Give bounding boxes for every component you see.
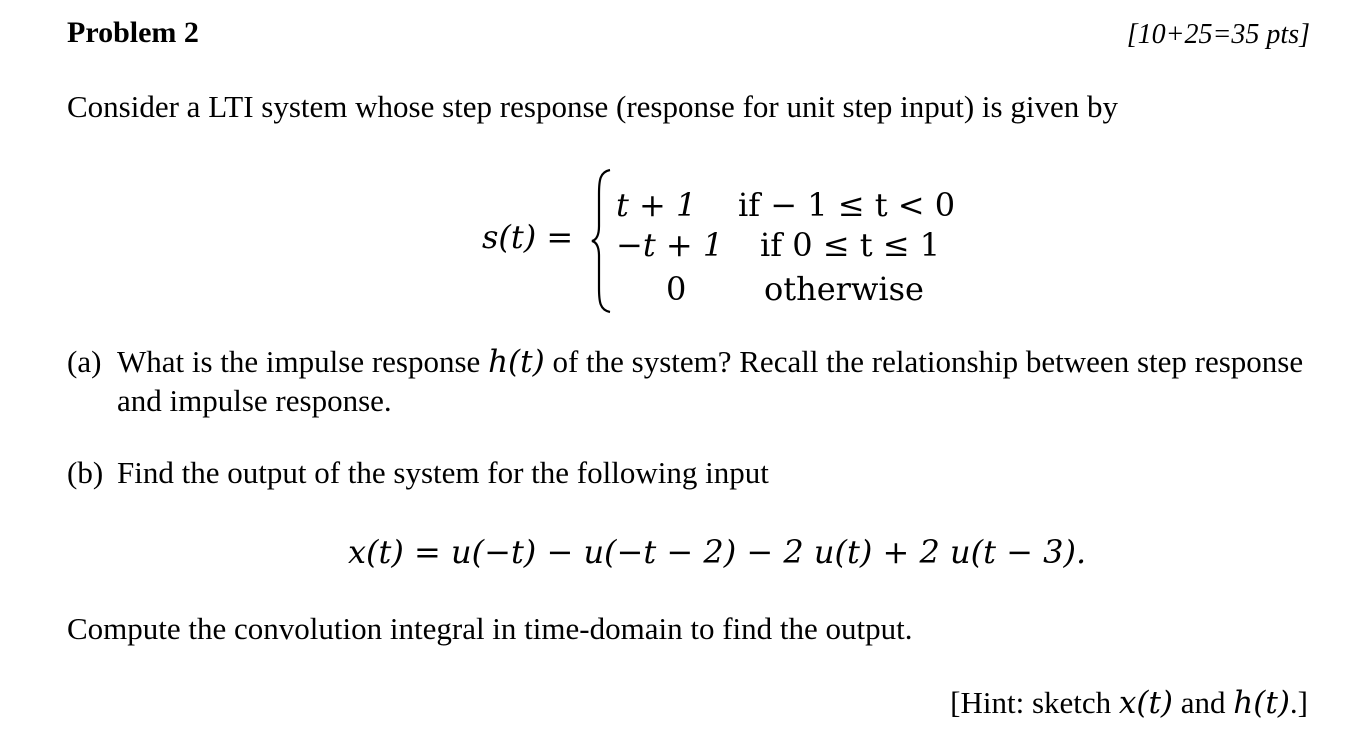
problem-title: Problem 2 <box>67 16 199 49</box>
part-b-label: (b) <box>67 455 104 490</box>
hint-mid: and <box>1173 685 1234 720</box>
piecewise-row-1-cond: if − 1 ≤ t < 0 <box>738 186 956 224</box>
piecewise-row-3-cond: otherwise <box>764 270 924 308</box>
piecewise-row-2-cond: if 0 ≤ t ≤ 1 <box>760 226 941 264</box>
hint-math-x: x(t) <box>1118 685 1174 721</box>
left-brace-icon <box>590 166 614 316</box>
piecewise-row-1-expr: t + 1 <box>616 186 697 224</box>
piecewise-row-3-expr: 0 <box>666 270 687 308</box>
part-a-label: (a) <box>67 344 102 379</box>
part-a-text-post: of the system? Recall the relationship between step response <box>544 344 1304 379</box>
part-a-math-h: h(t) <box>488 344 545 380</box>
points-label: [10+25=35 pts] <box>1126 19 1310 50</box>
intro-text: Consider a LTI system whose step response (response for unit step input) is given by <box>67 89 1118 124</box>
compute-instruction: Compute the convolution integral in time-domain to find the output. <box>67 611 913 646</box>
part-b-question: Find the output of the system for the following input <box>117 455 769 490</box>
hint-post: .] <box>1289 685 1308 720</box>
input-equation: x(t) = u(−t) − u(−t − 2) − 2 u(t) + 2 u(t − 3). <box>348 533 1087 571</box>
step-response-lhs: s(t) = <box>482 218 574 256</box>
hint-pre: [Hint: sketch <box>950 685 1119 720</box>
part-a-question-line2: and impulse response. <box>117 383 392 418</box>
piecewise-row-2-expr: −t + 1 <box>616 226 724 264</box>
hint-text <box>950 685 1308 721</box>
part-a-text-pre: What is the impulse response <box>117 344 489 379</box>
hint-math-h: h(t) <box>1233 685 1290 721</box>
part-a-question <box>117 344 1303 380</box>
